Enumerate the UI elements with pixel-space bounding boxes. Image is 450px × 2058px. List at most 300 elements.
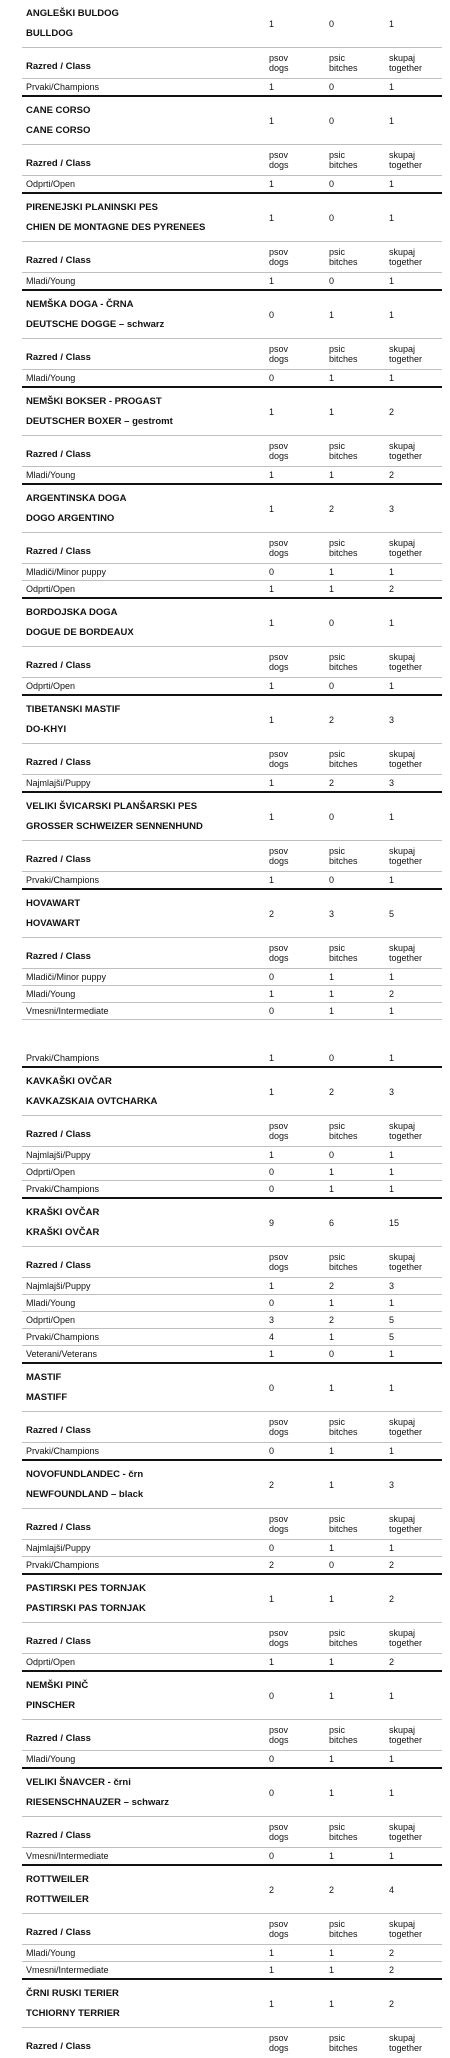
column-heading-dogs-local: psov bbox=[269, 1417, 289, 1427]
column-heading-together-local: skupaj bbox=[389, 1514, 416, 1524]
column-heading-dogs-english: dogs bbox=[269, 1131, 289, 1141]
breed-header bbox=[22, 599, 442, 646]
class-name: Prvaki/Champions bbox=[26, 82, 100, 92]
count-together: 1 bbox=[389, 681, 395, 691]
count-bitches: 0 bbox=[329, 276, 335, 286]
count-bitches: 0 bbox=[329, 875, 335, 885]
column-heading-bitches-english: bitches bbox=[329, 1262, 358, 1272]
total-together: 15 bbox=[389, 1218, 400, 1228]
total-together: 1 bbox=[389, 213, 395, 223]
column-header-row bbox=[22, 1622, 442, 1653]
total-bitches: 1 bbox=[329, 1999, 335, 2009]
breed-header bbox=[22, 194, 442, 241]
breed-name-local: ROTTWEILER bbox=[26, 1874, 89, 1885]
breed-header bbox=[22, 1199, 442, 1246]
column-heading-together-english: together bbox=[389, 1735, 423, 1745]
column-heading-bitches bbox=[329, 749, 358, 769]
breed-name-local: TIBETANSKI MASTIF bbox=[26, 704, 121, 715]
column-heading-together bbox=[389, 53, 422, 73]
class-name: Prvaki/Champions bbox=[26, 1560, 100, 1570]
breed-name-local: NEMŠKI PINČ bbox=[26, 1680, 89, 1691]
class-row bbox=[22, 580, 442, 597]
total-bitches: 0 bbox=[329, 19, 335, 29]
breed-name-international: KAVKAZSKAIA OVTCHARKA bbox=[26, 1096, 158, 1107]
count-bitches: 2 bbox=[329, 778, 335, 788]
total-dogs: 0 bbox=[269, 310, 275, 320]
column-heading-dogs-local: psov bbox=[269, 441, 289, 451]
column-heading-together bbox=[389, 2033, 422, 2053]
column-heading-bitches-english: bitches bbox=[329, 1735, 358, 1745]
breed-name-international: DEUTSCHE DOGGE – schwarz bbox=[26, 319, 165, 330]
total-bitches: 2 bbox=[329, 715, 335, 725]
class-row bbox=[22, 1146, 442, 1163]
breed-block bbox=[22, 1978, 442, 2058]
count-together: 1 bbox=[389, 179, 395, 189]
class-name: Vmesni/Intermediate bbox=[26, 1006, 109, 1016]
count-dogs: 0 bbox=[269, 1184, 275, 1194]
column-heading-dogs bbox=[269, 652, 289, 672]
count-dogs: 1 bbox=[269, 584, 275, 594]
column-header-row bbox=[22, 435, 442, 466]
column-heading-together-local: skupaj bbox=[389, 1919, 416, 1929]
column-heading-dogs-local: psov bbox=[269, 1822, 289, 1832]
breed-name-international: MASTIFF bbox=[26, 1392, 68, 1403]
column-heading-bitches-local: psic bbox=[329, 1252, 346, 1262]
count-together: 2 bbox=[389, 1657, 395, 1667]
count-dogs: 0 bbox=[269, 1167, 275, 1177]
count-bitches: 1 bbox=[329, 1298, 335, 1308]
breed-name-international: GROSSER SCHWEIZER SENNENHUND bbox=[26, 821, 203, 832]
breed-header bbox=[22, 793, 442, 840]
column-heading-together-english: together bbox=[389, 63, 423, 73]
total-dogs: 1 bbox=[269, 407, 275, 417]
total-bitches: 0 bbox=[329, 213, 335, 223]
class-name: Veterani/Veterans bbox=[26, 1349, 98, 1359]
total-dogs: 0 bbox=[269, 1691, 275, 1701]
column-heading-bitches-local: psic bbox=[329, 749, 346, 759]
breed-header bbox=[22, 291, 442, 338]
count-together: 1 bbox=[389, 1150, 395, 1160]
class-column-label: Razred / Class bbox=[26, 352, 91, 363]
column-heading-together-local: skupaj bbox=[389, 652, 416, 662]
breed-name-local: NEMŠKA DOGA - ČRNA bbox=[26, 299, 134, 310]
count-bitches: 1 bbox=[329, 989, 335, 999]
total-together: 1 bbox=[389, 1383, 395, 1393]
count-together: 2 bbox=[389, 470, 395, 480]
column-heading-together-english: together bbox=[389, 759, 423, 769]
column-heading-dogs-english: dogs bbox=[269, 1262, 289, 1272]
column-heading-dogs bbox=[269, 1417, 289, 1437]
column-heading-bitches-local: psic bbox=[329, 2033, 346, 2043]
column-heading-bitches bbox=[329, 943, 358, 963]
count-together: 1 bbox=[389, 1184, 395, 1194]
column-heading-together bbox=[389, 344, 422, 364]
breed-header bbox=[22, 485, 442, 532]
column-heading-bitches-english: bitches bbox=[329, 1638, 358, 1648]
class-column-label: Razred / Class bbox=[26, 951, 91, 962]
breed-header bbox=[22, 1980, 442, 2027]
count-together: 1 bbox=[389, 1851, 395, 1861]
count-dogs: 1 bbox=[269, 1965, 275, 1975]
column-heading-together bbox=[389, 1252, 422, 1272]
total-bitches: 0 bbox=[329, 812, 335, 822]
count-dogs: 1 bbox=[269, 778, 275, 788]
column-heading-together-local: skupaj bbox=[389, 1822, 416, 1832]
count-together: 1 bbox=[389, 82, 395, 92]
class-name: Odprti/Open bbox=[26, 1167, 76, 1177]
class-name: Vmesni/Intermediate bbox=[26, 1851, 109, 1861]
class-row bbox=[22, 1944, 442, 1961]
column-heading-bitches bbox=[329, 150, 358, 170]
column-heading-bitches-local: psic bbox=[329, 846, 346, 856]
total-bitches: 1 bbox=[329, 1788, 335, 1798]
column-heading-bitches-local: psic bbox=[329, 1725, 346, 1735]
total-dogs: 0 bbox=[269, 1383, 275, 1393]
count-bitches: 1 bbox=[329, 1184, 335, 1194]
total-bitches: 2 bbox=[329, 1885, 335, 1895]
column-heading-dogs-local: psov bbox=[269, 1919, 289, 1929]
total-together: 1 bbox=[389, 19, 395, 29]
column-header-row bbox=[22, 840, 442, 871]
column-heading-dogs-english: dogs bbox=[269, 953, 289, 963]
count-dogs: 1 bbox=[269, 1657, 275, 1667]
column-heading-bitches-english: bitches bbox=[329, 548, 358, 558]
breed-header bbox=[22, 696, 442, 743]
column-heading-together-local: skupaj bbox=[389, 247, 416, 257]
class-name: Prvaki/Champions bbox=[26, 1184, 100, 1194]
column-heading-bitches-english: bitches bbox=[329, 662, 358, 672]
class-name: Odprti/Open bbox=[26, 584, 76, 594]
column-heading-dogs-english: dogs bbox=[269, 257, 289, 267]
column-heading-together-local: skupaj bbox=[389, 749, 416, 759]
breed-name-local: ARGENTINSKA DOGA bbox=[26, 493, 127, 504]
column-heading-together-english: together bbox=[389, 257, 423, 267]
column-heading-dogs-english: dogs bbox=[269, 1427, 289, 1437]
column-heading-together-english: together bbox=[389, 856, 423, 866]
count-bitches: 0 bbox=[329, 681, 335, 691]
class-column-label: Razred / Class bbox=[26, 1636, 91, 1647]
count-together: 1 bbox=[389, 1053, 395, 1063]
column-heading-together-local: skupaj bbox=[389, 846, 416, 856]
column-heading-bitches-local: psic bbox=[329, 1628, 346, 1638]
column-heading-dogs-english: dogs bbox=[269, 451, 289, 461]
count-bitches: 0 bbox=[329, 1053, 335, 1063]
class-name: Prvaki/Champions bbox=[26, 1053, 100, 1063]
column-heading-bitches bbox=[329, 1417, 358, 1437]
total-bitches: 2 bbox=[329, 1087, 335, 1097]
class-name: Mladiči/Minor puppy bbox=[26, 972, 107, 982]
class-column-label: Razred / Class bbox=[26, 158, 91, 169]
count-together: 1 bbox=[389, 1167, 395, 1177]
column-heading-together-english: together bbox=[389, 1262, 423, 1272]
breed-block bbox=[22, 1767, 442, 1864]
class-row bbox=[22, 1847, 442, 1864]
column-header-row bbox=[22, 1115, 442, 1146]
count-dogs: 0 bbox=[269, 1006, 275, 1016]
column-heading-dogs-english: dogs bbox=[269, 759, 289, 769]
class-name: Najmlajši/Puppy bbox=[26, 778, 91, 788]
column-heading-dogs bbox=[269, 846, 289, 866]
breed-name-local: PIRENEJSKI PLANINSKI PES bbox=[26, 202, 158, 213]
column-heading-together-english: together bbox=[389, 354, 423, 364]
total-together: 3 bbox=[389, 1480, 395, 1490]
column-heading-dogs-english: dogs bbox=[269, 354, 289, 364]
class-column-label: Razred / Class bbox=[26, 449, 91, 460]
count-bitches: 1 bbox=[329, 1851, 335, 1861]
class-column-label: Razred / Class bbox=[26, 1830, 91, 1841]
breed-block bbox=[22, 1362, 442, 1459]
count-together: 1 bbox=[389, 1543, 395, 1553]
column-heading-together-english: together bbox=[389, 160, 423, 170]
column-heading-together-local: skupaj bbox=[389, 943, 416, 953]
column-heading-dogs-english: dogs bbox=[269, 548, 289, 558]
breed-block bbox=[22, 1573, 442, 1670]
breed-block bbox=[22, 289, 442, 386]
count-bitches: 1 bbox=[329, 584, 335, 594]
column-header-row bbox=[22, 1719, 442, 1750]
class-name: Odprti/Open bbox=[26, 681, 76, 691]
breed-results-table bbox=[22, 0, 442, 2058]
column-heading-dogs-english: dogs bbox=[269, 2043, 289, 2053]
total-bitches: 3 bbox=[329, 909, 335, 919]
class-name: Mladi/Young bbox=[26, 470, 76, 480]
total-together: 2 bbox=[389, 407, 395, 417]
breed-name-international: ROTTWEILER bbox=[26, 1894, 89, 1905]
class-row bbox=[22, 466, 442, 483]
column-heading-bitches bbox=[329, 846, 358, 866]
column-heading-dogs bbox=[269, 1822, 289, 1842]
column-heading-dogs bbox=[269, 2033, 289, 2053]
column-heading-together bbox=[389, 150, 422, 170]
column-heading-together-local: skupaj bbox=[389, 1417, 416, 1427]
column-heading-together bbox=[389, 943, 422, 963]
total-dogs: 1 bbox=[269, 1087, 275, 1097]
column-heading-together-local: skupaj bbox=[389, 538, 416, 548]
class-name: Mladi/Young bbox=[26, 1754, 76, 1764]
class-name: Prvaki/Champions bbox=[26, 1446, 100, 1456]
column-heading-dogs bbox=[269, 1628, 289, 1648]
column-heading-together-english: together bbox=[389, 1832, 423, 1842]
count-dogs: 1 bbox=[269, 1948, 275, 1958]
breed-block bbox=[22, 694, 442, 791]
column-heading-dogs-local: psov bbox=[269, 1628, 289, 1638]
column-heading-dogs-local: psov bbox=[269, 652, 289, 662]
column-header-row bbox=[22, 646, 442, 677]
column-heading-dogs-local: psov bbox=[269, 1514, 289, 1524]
count-together: 1 bbox=[389, 1349, 395, 1359]
column-header-row bbox=[22, 144, 442, 175]
column-heading-together-local: skupaj bbox=[389, 2033, 416, 2043]
class-name: Prvaki/Champions bbox=[26, 875, 100, 885]
class-name: Najmlajši/Puppy bbox=[26, 1543, 91, 1553]
class-name: Mladi/Young bbox=[26, 373, 76, 383]
column-heading-together-local: skupaj bbox=[389, 150, 416, 160]
count-together: 1 bbox=[389, 972, 395, 982]
total-together: 3 bbox=[389, 1087, 395, 1097]
count-bitches: 1 bbox=[329, 1543, 335, 1553]
column-heading-dogs bbox=[269, 1252, 289, 1272]
column-heading-dogs-local: psov bbox=[269, 150, 289, 160]
count-together: 1 bbox=[389, 1298, 395, 1308]
column-heading-together-local: skupaj bbox=[389, 441, 416, 451]
breed-header bbox=[22, 890, 442, 937]
count-dogs: 1 bbox=[269, 875, 275, 885]
count-dogs: 1 bbox=[269, 989, 275, 999]
total-together: 3 bbox=[389, 504, 395, 514]
breed-name-local: NOVOFUNDLANDEC - črn bbox=[26, 1469, 144, 1480]
total-dogs: 1 bbox=[269, 1594, 275, 1604]
breed-name-international: CHIEN DE MONTAGNE DES PYRENEES bbox=[26, 222, 206, 233]
count-bitches: 1 bbox=[329, 1948, 335, 1958]
total-bitches: 2 bbox=[329, 504, 335, 514]
column-heading-dogs-english: dogs bbox=[269, 856, 289, 866]
column-heading-together-english: together bbox=[389, 1638, 423, 1648]
column-heading-bitches-local: psic bbox=[329, 247, 346, 257]
column-heading-dogs bbox=[269, 150, 289, 170]
count-together: 1 bbox=[389, 276, 395, 286]
class-column-label: Razred / Class bbox=[26, 1260, 91, 1271]
class-row bbox=[22, 1653, 442, 1670]
count-bitches: 2 bbox=[329, 1315, 335, 1325]
column-heading-together-local: skupaj bbox=[389, 1121, 416, 1131]
column-heading-together bbox=[389, 247, 422, 267]
column-heading-bitches bbox=[329, 2033, 358, 2053]
total-together: 4 bbox=[389, 1885, 395, 1895]
count-dogs: 1 bbox=[269, 1281, 275, 1291]
class-column-label: Razred / Class bbox=[26, 255, 91, 266]
column-heading-dogs bbox=[269, 53, 289, 73]
count-dogs: 0 bbox=[269, 1298, 275, 1308]
count-together: 5 bbox=[389, 1315, 395, 1325]
class-column-label: Razred / Class bbox=[26, 2041, 91, 2052]
column-header-row bbox=[22, 1246, 442, 1277]
column-heading-together bbox=[389, 1628, 422, 1648]
breed-block bbox=[22, 192, 442, 289]
breed-name-local: PASTIRSKI PES TORNJAK bbox=[26, 1583, 147, 1594]
class-row bbox=[22, 175, 442, 192]
column-heading-together bbox=[389, 538, 422, 558]
column-heading-bitches-english: bitches bbox=[329, 451, 358, 461]
column-heading-dogs-local: psov bbox=[269, 846, 289, 856]
column-heading-bitches bbox=[329, 441, 358, 461]
column-heading-together-english: together bbox=[389, 1427, 423, 1437]
column-heading-together bbox=[389, 441, 422, 461]
count-bitches: 0 bbox=[329, 82, 335, 92]
class-row bbox=[22, 272, 442, 289]
column-heading-together bbox=[389, 749, 422, 769]
column-heading-bitches-local: psic bbox=[329, 344, 346, 354]
total-together: 2 bbox=[389, 1999, 395, 2009]
breed-name-international: DEUTSCHER BOXER – gestromt bbox=[26, 416, 173, 427]
class-name: Mladi/Young bbox=[26, 1948, 76, 1958]
count-bitches: 1 bbox=[329, 470, 335, 480]
column-heading-bitches-english: bitches bbox=[329, 63, 358, 73]
breed-block bbox=[22, 483, 442, 597]
column-heading-dogs-local: psov bbox=[269, 1121, 289, 1131]
count-dogs: 0 bbox=[269, 1754, 275, 1764]
column-heading-together-english: together bbox=[389, 953, 423, 963]
class-row bbox=[22, 968, 442, 985]
column-heading-dogs bbox=[269, 344, 289, 364]
count-bitches: 1 bbox=[329, 1965, 335, 1975]
count-dogs: 1 bbox=[269, 1349, 275, 1359]
class-row bbox=[22, 1442, 442, 1459]
count-together: 2 bbox=[389, 584, 395, 594]
column-heading-dogs bbox=[269, 943, 289, 963]
column-heading-bitches bbox=[329, 1121, 358, 1141]
total-bitches: 1 bbox=[329, 1594, 335, 1604]
column-heading-together bbox=[389, 652, 422, 672]
count-bitches: 1 bbox=[329, 1657, 335, 1667]
total-together: 1 bbox=[389, 1691, 395, 1701]
breed-header bbox=[22, 0, 442, 47]
column-header-row bbox=[22, 1508, 442, 1539]
breed-header bbox=[22, 1769, 442, 1816]
column-heading-bitches-english: bitches bbox=[329, 257, 358, 267]
breed-block bbox=[22, 386, 442, 483]
count-bitches: 1 bbox=[329, 1167, 335, 1177]
count-together: 1 bbox=[389, 875, 395, 885]
breed-name-local: BORDOJSKA DOGA bbox=[26, 607, 118, 618]
total-bitches: 6 bbox=[329, 1218, 335, 1228]
column-heading-dogs-english: dogs bbox=[269, 63, 289, 73]
class-row bbox=[22, 1556, 442, 1573]
column-heading-dogs-local: psov bbox=[269, 53, 289, 63]
column-heading-together bbox=[389, 1822, 422, 1842]
breed-name-local: NEMŠKI BOKSER - PROGAST bbox=[26, 396, 162, 407]
column-heading-bitches bbox=[329, 1919, 358, 1939]
total-bitches: 1 bbox=[329, 310, 335, 320]
class-row bbox=[22, 1277, 442, 1294]
count-dogs: 1 bbox=[269, 470, 275, 480]
total-dogs: 9 bbox=[269, 1218, 275, 1228]
breed-name-international: HOVAWART bbox=[26, 918, 81, 929]
column-heading-dogs bbox=[269, 247, 289, 267]
column-header-row bbox=[22, 338, 442, 369]
column-heading-bitches bbox=[329, 538, 358, 558]
count-together: 2 bbox=[389, 989, 395, 999]
column-heading-together bbox=[389, 1121, 422, 1141]
column-heading-bitches-local: psic bbox=[329, 441, 346, 451]
class-name: Najmlajši/Puppy bbox=[26, 1281, 91, 1291]
breed-name-international: CANE CORSO bbox=[26, 125, 91, 136]
column-header-row bbox=[22, 1411, 442, 1442]
column-heading-bitches bbox=[329, 1725, 358, 1745]
column-heading-bitches-english: bitches bbox=[329, 856, 358, 866]
total-dogs: 1 bbox=[269, 213, 275, 223]
breed-block bbox=[22, 597, 442, 694]
count-bitches: 0 bbox=[329, 179, 335, 189]
column-heading-bitches bbox=[329, 344, 358, 364]
class-row bbox=[22, 1019, 442, 1066]
class-row bbox=[22, 871, 442, 888]
count-dogs: 1 bbox=[269, 1150, 275, 1160]
class-column-label: Razred / Class bbox=[26, 61, 91, 72]
class-row bbox=[22, 1961, 442, 1978]
column-heading-dogs bbox=[269, 749, 289, 769]
column-heading-dogs-local: psov bbox=[269, 1252, 289, 1262]
class-row bbox=[22, 563, 442, 580]
total-together: 1 bbox=[389, 618, 395, 628]
count-dogs: 0 bbox=[269, 1543, 275, 1553]
breed-name-international: TCHIORNY TERRIER bbox=[26, 2008, 120, 2019]
breed-block bbox=[22, 1459, 442, 1573]
total-together: 2 bbox=[389, 1594, 395, 1604]
count-dogs: 0 bbox=[269, 1446, 275, 1456]
column-heading-together-local: skupaj bbox=[389, 344, 416, 354]
breed-header bbox=[22, 388, 442, 435]
class-row bbox=[22, 1180, 442, 1197]
